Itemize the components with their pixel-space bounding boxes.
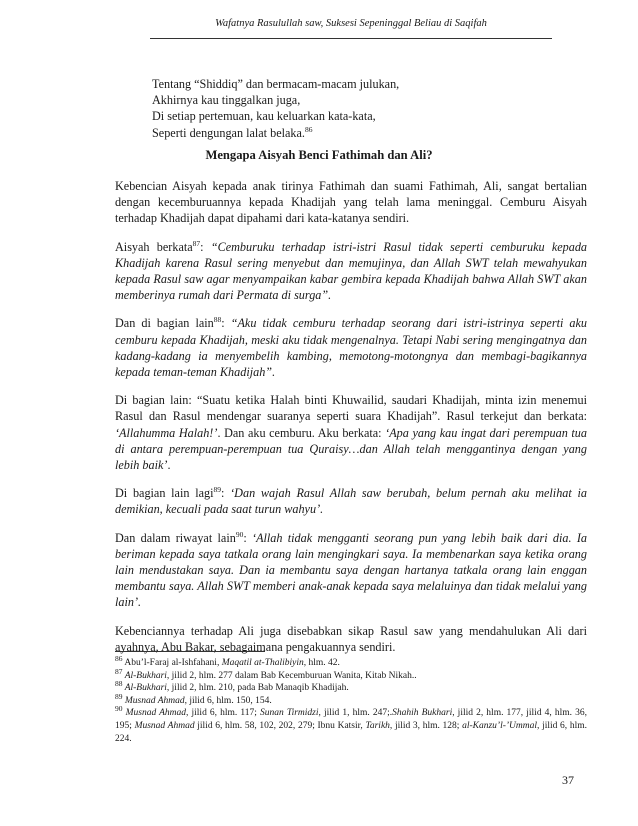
footnote-89 xyxy=(115,691,587,708)
paragraph-lead: Dan dalam riwayat lain xyxy=(115,530,236,545)
footnotes xyxy=(115,653,587,745)
footnote-number: 90 xyxy=(115,704,123,714)
section-title: Mengapa Aisyah Benci Fathimah dan Ali? xyxy=(205,148,433,162)
footnote-ref[interactable]: 88 xyxy=(213,315,222,325)
footnote-ref[interactable]: 90 xyxy=(235,529,244,539)
paragraph xyxy=(115,239,587,304)
paragraph-text: . Dan aku cemburu. Aku berkata: xyxy=(217,425,386,440)
paragraph xyxy=(115,530,587,611)
header-rule xyxy=(150,38,552,39)
footnote-text: , jilid 1, hlm. 247;. xyxy=(318,708,393,719)
footnote-text: , jilid 6, hlm. 150, 154. xyxy=(184,695,272,706)
footnote-text: jilid 6, hlm. 58, 102, 202, 279; Ibnu Katsir, xyxy=(194,720,366,731)
body-text xyxy=(115,178,587,667)
footnote-number: 86 xyxy=(115,653,123,663)
footnote-text: , jilid 2, hlm. 210, pada Bab Manaqib Khadijah. xyxy=(166,683,349,694)
footnote-title: Musnad Ahmad xyxy=(122,695,185,706)
footnote-86 xyxy=(115,653,587,670)
paragraph xyxy=(115,315,587,380)
footnote-title: al-Kanzu’l-’Ummal xyxy=(462,720,538,731)
paragraph: Kebencian Aisyah kepada anak tirinya Fathimah dan suami Fathimah, Ali, sangat bertalian dengan kecemburuannya kepada Khadijah yang telah lama meninggal. Cemburu Aisyah terhadap Khadijah dapat dipahami dari kata-katanya sendiri. xyxy=(115,179,587,226)
separator: : xyxy=(243,530,253,545)
page-number: 37 xyxy=(562,773,574,787)
footnote-90 xyxy=(115,704,587,745)
quote: ‘Allahumma Halah!’ xyxy=(115,425,218,440)
footnote-text: , jilid 3, hlm. 128; xyxy=(389,720,463,731)
paragraph-lead: Di bagian lain lagi xyxy=(115,486,214,501)
quote: ‘Dan wajah Rasul Allah saw berubah, belum pernah aku melihat ia demikian, kecuali pada saat turun wahyu’. xyxy=(115,486,587,517)
footnote-title: Al-Bukhari xyxy=(122,670,167,681)
poem-line: Di setiap pertemuan, kau keluarkan kata-kata, xyxy=(152,109,376,124)
footnote-text: , jilid 2, hlm. 277 dalam Bab Kecemburuan Wanita, Kitab Nikah.. xyxy=(166,670,417,681)
running-header: Wafatnya Rasulullah saw, Suksesi Sepeninggal Beliau di Saqifah xyxy=(215,18,487,29)
footnote-title: Shahih Bukhari xyxy=(392,708,453,719)
footnote-number: 89 xyxy=(115,691,123,701)
quote: ‘Apa yang kau ingat dari perempuan tua di antara perempuan-perempuan tua Quraisy…dan Allah telah menggantinya dengan yang lebih baik’ xyxy=(115,425,587,473)
footnote-text: , jilid 6, hlm. 224. xyxy=(115,720,587,744)
footnote-text: Abu’l-Faraj al-Ishfahani, xyxy=(122,658,222,668)
footnote-88 xyxy=(115,679,587,695)
footnote-text: , jilid 6, hlm. 117; xyxy=(186,708,260,719)
footnote-number: 87 xyxy=(115,666,123,676)
separator: : xyxy=(220,486,231,501)
footnote-87 xyxy=(115,666,587,683)
footnote-text: , hlm. 42. xyxy=(303,658,340,668)
footnote-ref[interactable]: 89 xyxy=(213,485,221,495)
paragraph xyxy=(115,485,587,517)
paragraph-lead: Dan di bagian lain xyxy=(115,316,214,331)
poem-block xyxy=(152,76,399,141)
footnote-text: , jilid 2, hlm. 177, jilid 4, hlm. 36, 195; xyxy=(115,708,587,731)
footnote-title: Musnad Ahmad xyxy=(122,708,187,719)
poem-line: Tentang “Shiddiq” dan bermacam-macam julukan, xyxy=(152,77,400,91)
footnote-title: Maqatil at-Thalibiyin xyxy=(221,658,304,668)
paragraph-lead: Aisyah berkata xyxy=(115,239,193,254)
footnote-ref[interactable]: 86 xyxy=(304,124,313,134)
footnote-title: Al-Bukhari xyxy=(122,683,167,694)
quote: “Cemburuku terhadap istri-istri Rasul tidak seperti cemburuku kepada Khadijah karena Rasul sering menyebut dan memujinya, dan Allah SWT telah mewahyukan kepada Rasul saw agar menyampaikan kabar gembira kepada Khadijah bahwa Allah SWT akan memberinya rumah dari Permata di surga”. xyxy=(115,239,588,303)
paragraph: Kebenciannya terhadap Ali juga disebabkan sikap Rasul saw yang mendahulukan Ali dari ayahnya, Abu Bakar, sebagaimana pengakuannya sendiri. xyxy=(115,623,587,654)
quote: “Aku tidak cemburu terhadap seorang dari istri-istrinya seperti aku cemburu kepada Khadijah, meski aku tidak mengenalnya. Tetapi Nabi sering mengingatnya dan kadang-kadang ia menyembelih kambing, memotong-motongnya dan membagi-bagikannya kepada teman-teman Khadijah”. xyxy=(115,316,588,380)
quote: ‘Allah tidak mengganti seorang pun yang lebih baik dari dia. Ia beriman kepada saya tatkala orang lain mengingkari saya. Ia membenarkan saya ketika orang lain mendustakan saya. Dan ia membantu saya dengan hartanya tatkala orang lain enggan membantu saya. Allah SWT memberi anak-anak kepada saya melaluinya dan tidak melalui yang lain’. xyxy=(115,530,588,610)
footnote-rule xyxy=(115,651,265,652)
footnote-number: 88 xyxy=(115,679,123,689)
separator: : xyxy=(221,316,231,331)
footnote-title: Musnad Ahmad xyxy=(134,720,195,731)
poem-line-text: Seperti dengungan lalat belaka. xyxy=(152,125,305,140)
poem-line xyxy=(152,125,399,141)
paragraph xyxy=(115,392,587,473)
paragraph-text: . xyxy=(167,458,171,473)
footnote-ref[interactable]: 87 xyxy=(192,238,201,248)
separator: : xyxy=(200,239,211,254)
poem-line: Akhirnya kau tinggalkan juga, xyxy=(152,93,301,108)
footnote-title: Tarikh xyxy=(365,720,390,731)
paragraph-text: Di bagian lain: “Suatu ketika Halah binti Khuwailid, saudari Khadijah, minta izin menemui Rasul dan Rasul mendengar suaranya seperti suara Khadijah”. Rasul terkejut dan berkata: xyxy=(115,393,587,424)
footnote-title: Sunan Tirmidzi xyxy=(260,708,319,719)
